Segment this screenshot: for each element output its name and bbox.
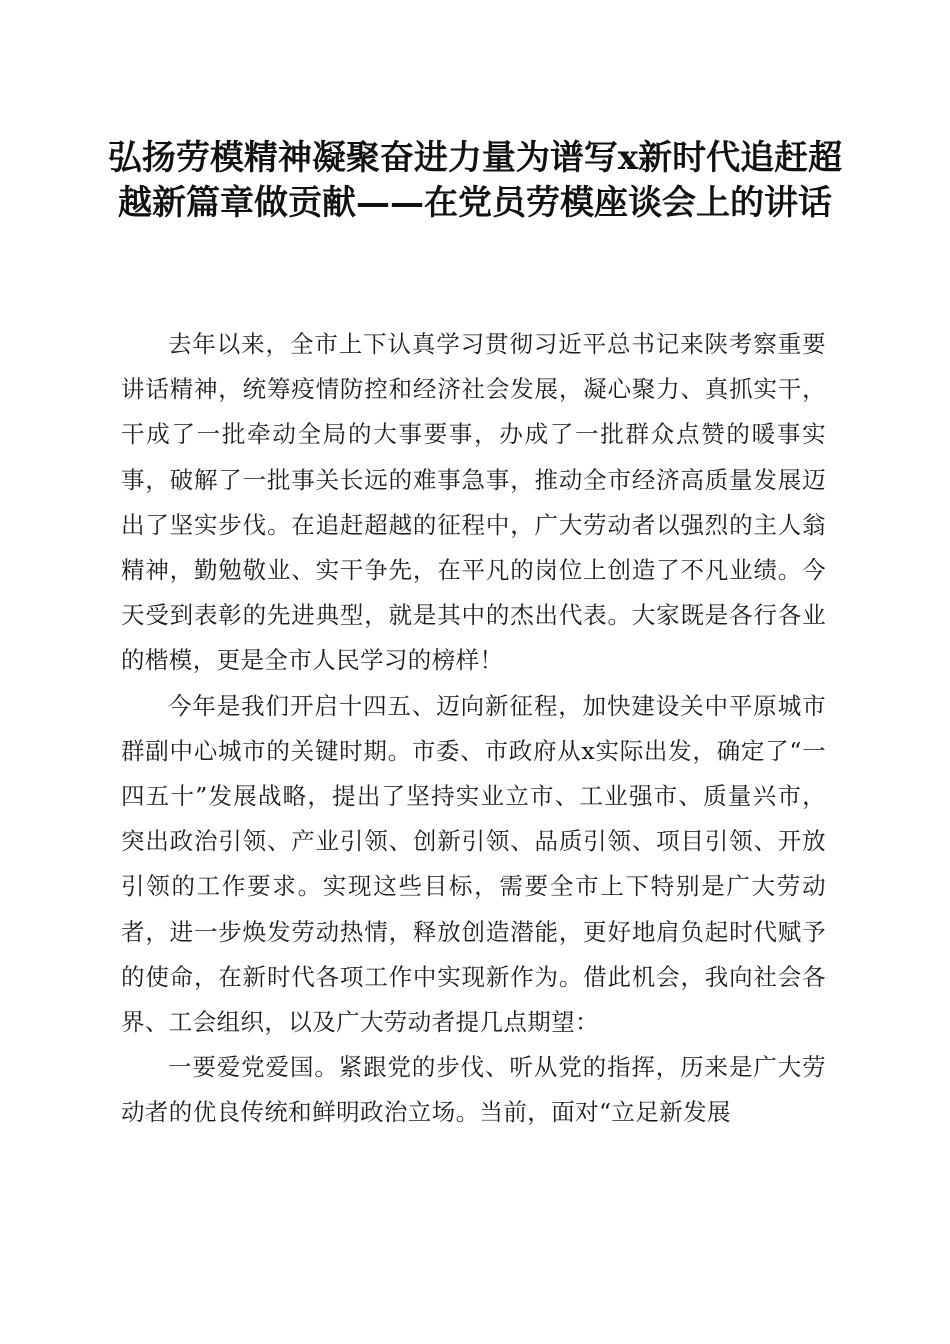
document-title: 弘扬劳模精神凝聚奋进力量为谱写x新时代追赶超越新篇章做贡献——在党员劳模座谈会上的讲话: [107, 138, 843, 223]
document-body: [121, 322, 826, 1136]
paragraph-2: 今年是我们开启十四五、迈向新征程，加快建设关中平原城市群副中心城市的关键时期。市委、市政府从x实际出发，确定了“一四五十”发展战略，提出了坚持实业立市、工业强市、质量兴市，突出政治引领、产业引领、创新引领、品质引领、项目引领、开放引领的工作要求。实现这些目标，需要全市上下特别是广大劳动者，进一步焕发劳动热情，释放创造潜能，更好地肩负起时代赋予的使命，在新时代各项工作中实现新作为。借此机会，我向社会各界、工会组织，以及广大劳动者提几点期望：: [121, 691, 826, 1037]
paragraph-1: 去年以来，全市上下认真学习贯彻习近平总书记来陕考察重要讲话精神，统筹疫情防控和经济社会发展，凝心聚力、真抓实干，干成了一批牵动全局的大事要事，办成了一批群众点赞的暖事实事，破解了一批事关长远的难事急事，推动全市经济高质量发展迈出了坚实步伐。在追赶超越的征程中，广大劳动者以强烈的主人翁精神，勤勉敬业、实干争先，在平凡的岗位上创造了不凡业绩。今天受到表彰的先进典型，就是其中的杰出代表。大家既是各行各业的楷模，更是全市人民学习的榜样！: [121, 330, 826, 675]
paragraph-3: 一要爱党爱国。紧跟党的步伐、听从党的指挥，历来是广大劳动者的优良传统和鲜明政治立场。当前，面对“立足新发展: [121, 1053, 826, 1127]
